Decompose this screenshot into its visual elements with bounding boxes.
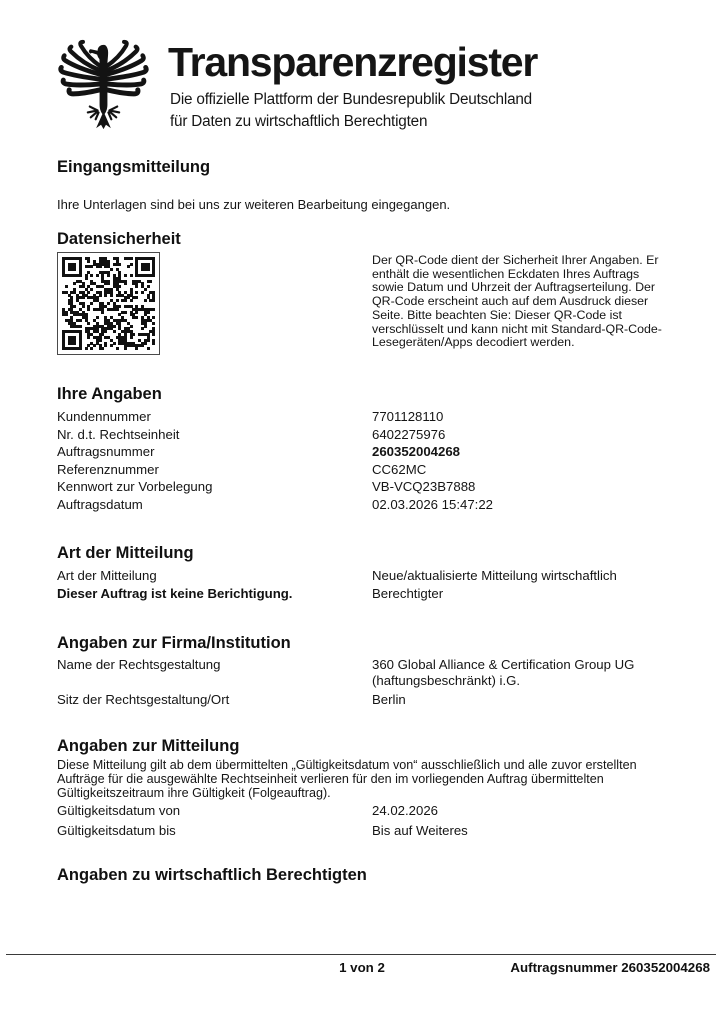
firma-table: [57, 657, 669, 711]
table-row: [57, 478, 669, 496]
section-heading-ihre-angaben: Ihre Angaben: [57, 385, 162, 403]
table-row: [57, 461, 669, 479]
row-value: 6402275976: [372, 426, 446, 442]
row-value: 24.02.2026: [372, 803, 439, 818]
footer-order-number: Auftragsnummer 260352004268: [510, 960, 710, 975]
table-row: [57, 821, 669, 841]
row-value: Neue/aktualisierte Mitteilung wirtschaftlich Berechtigter: [372, 568, 617, 601]
section-heading-wirtschaftlich-berechtigte: Angaben zu wirtschaftlich Berechtigten: [57, 866, 367, 884]
section-heading-mitteilung: Angaben zur Mitteilung: [57, 737, 240, 755]
app-subtitle-line2: für Daten zu wirtschaftlich Berechtigten: [170, 112, 428, 130]
app-subtitle: [170, 89, 532, 132]
table-row: [57, 657, 669, 689]
row-label: Auftragsnummer: [57, 444, 155, 460]
intro-text: Ihre Unterlagen sind bei uns zur weiteren Bearbeitung eingegangen.: [57, 197, 451, 212]
section-heading-datensicherheit: Datensicherheit: [57, 230, 181, 248]
row-value: Bis auf Weiteres: [372, 823, 468, 838]
mitteilung-table: [57, 801, 669, 841]
qr-description: Der QR-Code dient der Sicherheit Ihrer Angaben. Er enthält die wesentlichen Eckdaten Ihres Auftrags sowie Datum und Uhrzeit der Auftragserteilung. Der QR-Code erscheint auch auf dem Ausdruck dieser Seite. Bitte beachten Sie: Dieser QR-Code ist verschlüsselt und kann nicht mit Standard-QR-Code-Lesegeräten/Apps decodiert werden.: [372, 253, 662, 350]
table-row: [57, 408, 669, 426]
row-label: Nr. d.t. Rechtseinheit: [57, 426, 180, 442]
row-value: 7701128110: [372, 409, 444, 424]
row-label: Kennwort zur Vorbelegung: [57, 479, 213, 495]
row-label: Kundennummer: [57, 409, 151, 424]
app-subtitle-line1: Die offizielle Plattform der Bundesrepublik Deutschland: [170, 91, 532, 108]
row-value: Berlin: [372, 692, 406, 707]
bundesadler-eagle-icon: [54, 36, 153, 134]
validity-paragraph: Diese Mitteilung gilt ab dem übermittelten „Gültigkeitsdatum von“ ausschließlich und alle zuvor erstellten Aufträge für die ausgewählte Rechtseinheit verlieren für den im vorliegenden Auftrag übermittelten Gültigkeitszeitraum ihre Gültigkeit (Folgeauftrag).: [57, 758, 637, 800]
row-value: VB-VCQ23B7888: [372, 479, 476, 495]
row-label: Sitz der Rechtsgestaltung/Ort: [57, 692, 230, 707]
ihre-angaben-table: [57, 408, 669, 514]
table-row: [57, 801, 669, 821]
table-row: [57, 426, 669, 444]
section-heading-eingangsmitteilung: Eingangsmitteilung: [57, 158, 211, 176]
section-heading-art-der-mitteilung: Art der Mitteilung: [57, 544, 194, 562]
qr-code-canvas: [62, 257, 155, 350]
row-label: Name der Rechtsgestaltung: [57, 657, 221, 672]
row-value: CC62MC: [372, 461, 427, 477]
row-label: Gültigkeitsdatum bis: [57, 823, 176, 838]
section-heading-firma: Angaben zur Firma/Institution: [57, 634, 291, 652]
app-title: Transparenzregister: [168, 39, 538, 85]
table-row: [57, 692, 669, 708]
row-label: Gültigkeitsdatum von: [57, 803, 181, 818]
page-indicator: 1 von 2: [339, 960, 385, 975]
row-value-firmenname: 360 Global Alliance & Certification Group UG (haftungsbeschränkt) i.G.: [372, 657, 635, 688]
qr-code: [57, 252, 160, 355]
table-row: [57, 443, 669, 461]
footer-divider: [6, 954, 716, 955]
row-value: 02.03.2026 15:47:22: [372, 496, 493, 512]
no-correction-note: Dieser Auftrag ist keine Berichtigung.: [57, 586, 293, 601]
row-value-auftragsnummer: 260352004268: [372, 444, 461, 460]
row-label: Auftragsdatum: [57, 496, 143, 512]
table-row: [57, 496, 669, 514]
row-label: Referenznummer: [57, 461, 159, 477]
row-label: Art der Mitteilung: [57, 568, 157, 583]
